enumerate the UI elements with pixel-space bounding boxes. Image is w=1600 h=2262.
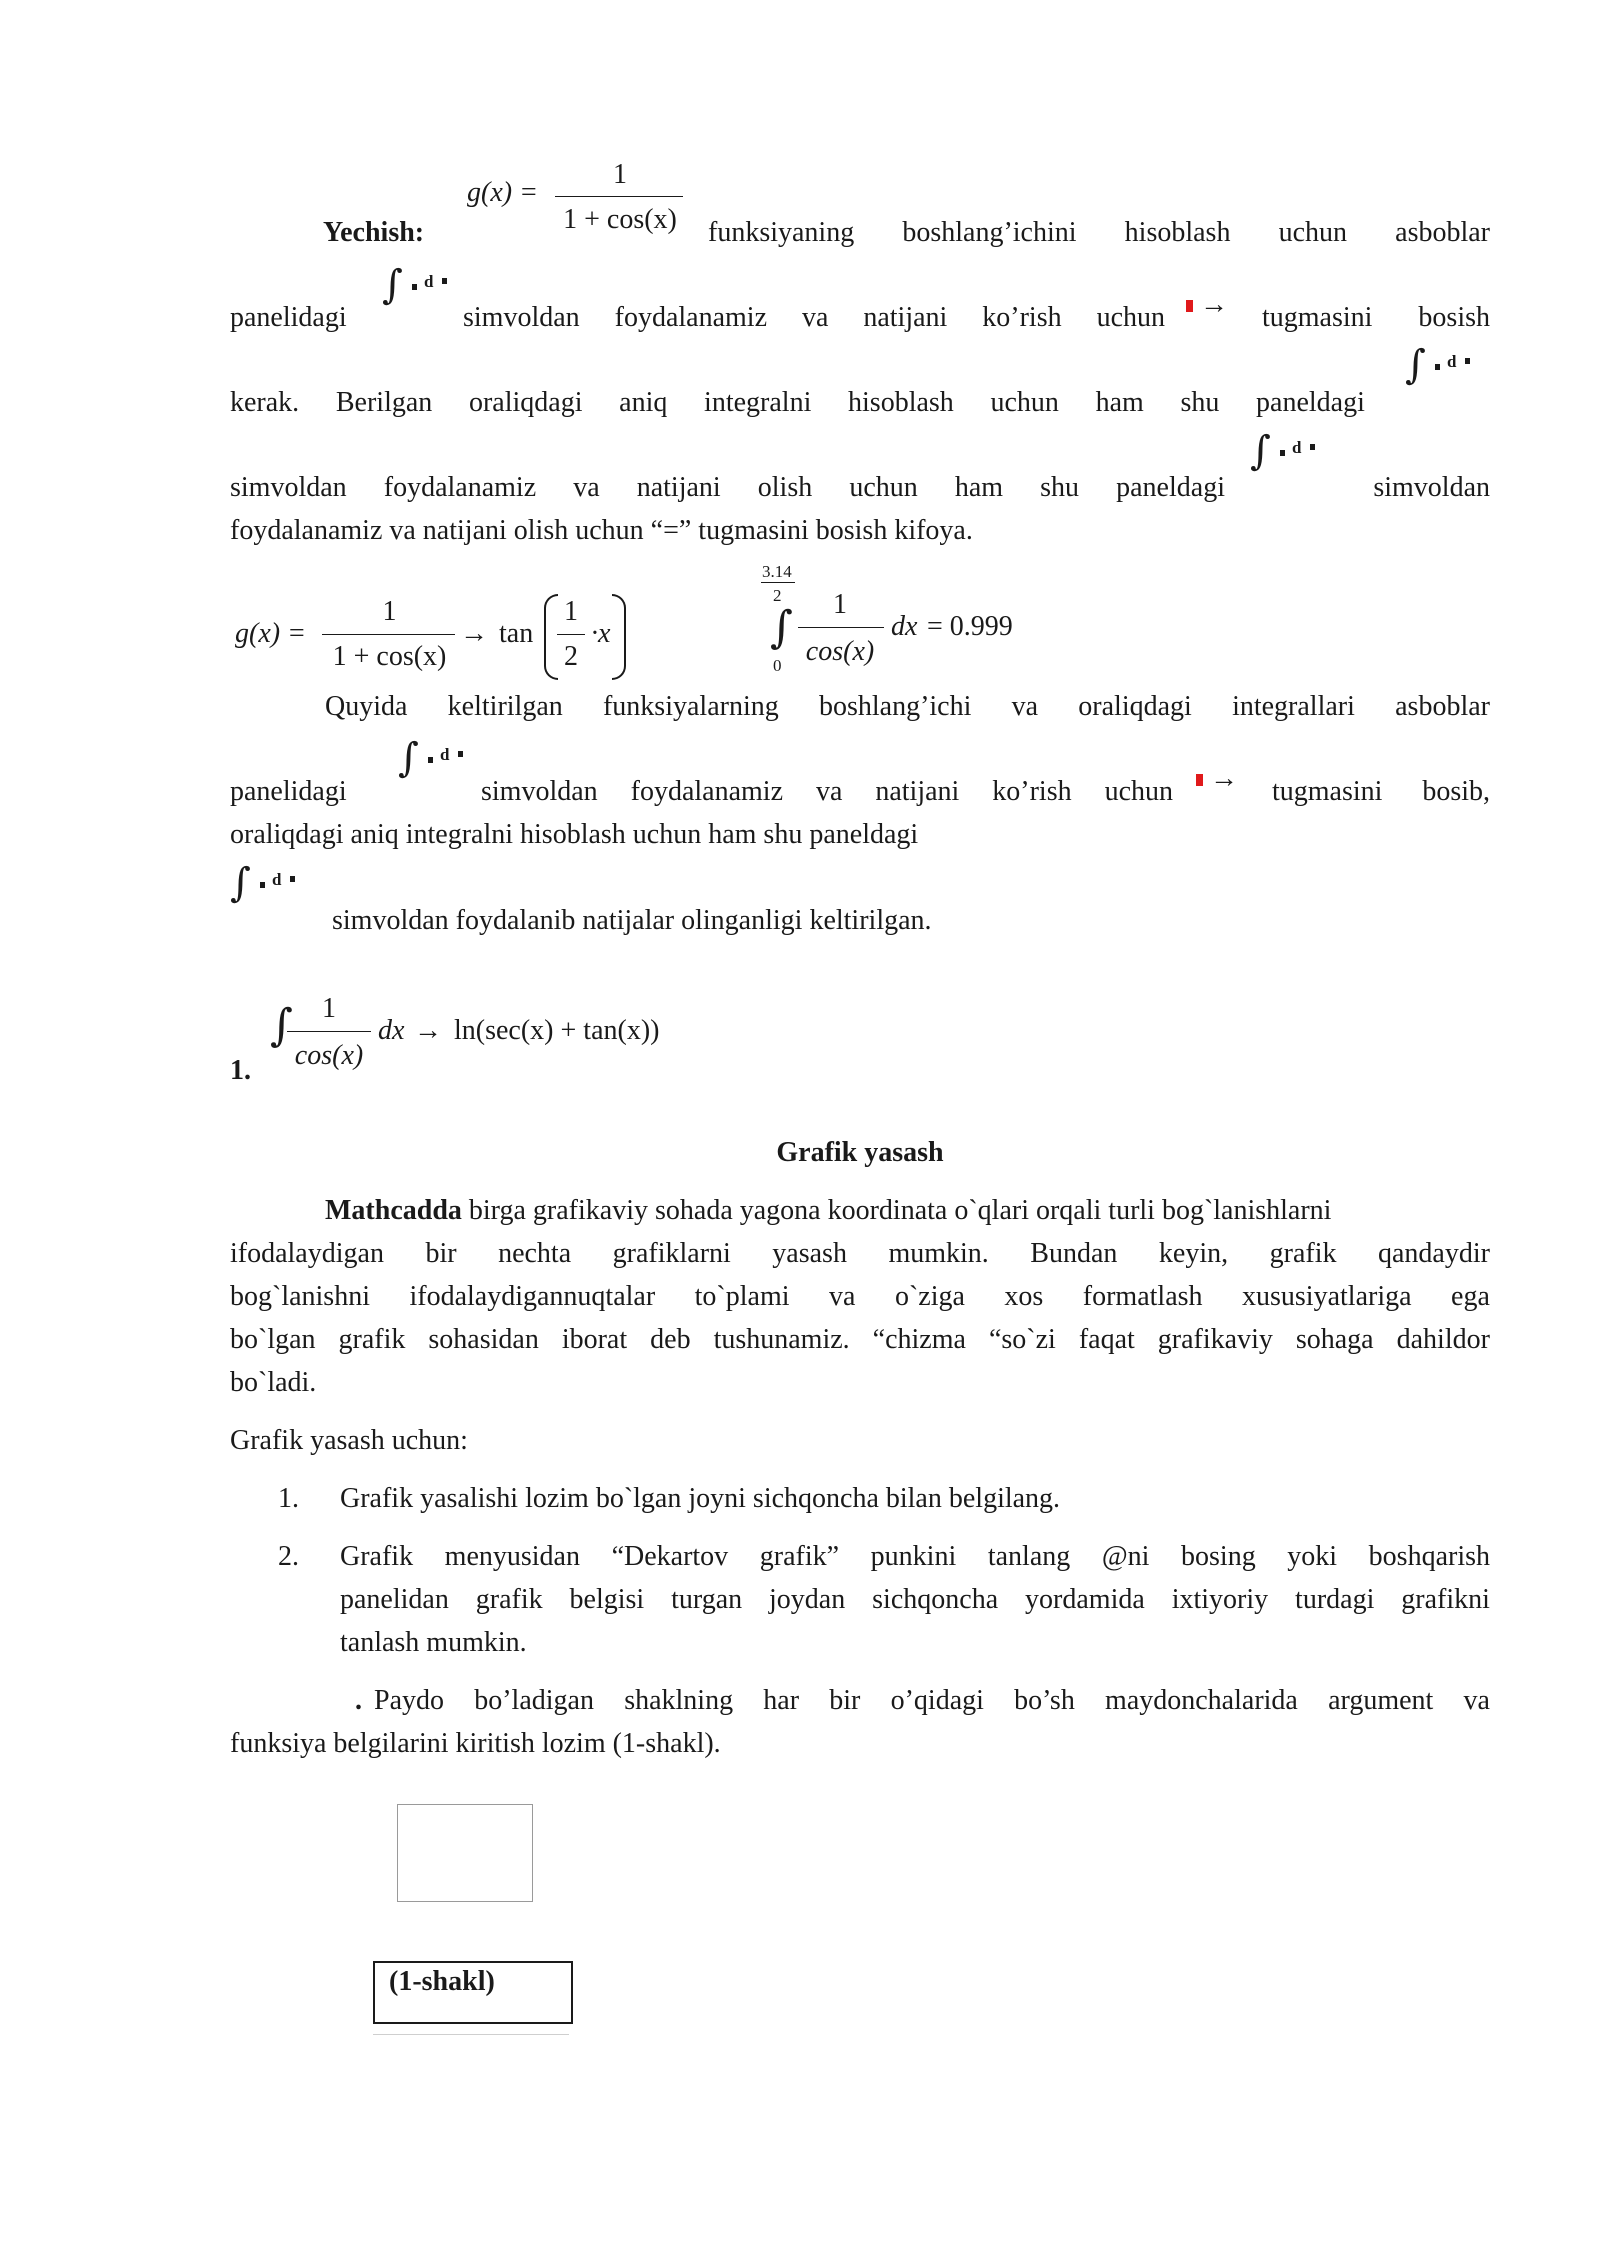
eq2-denominator: cos(x) [805,636,875,667]
p1-line3: kerak. Berilgan oraliqdagi aniq integralni hisoblash uchun ham shu paneldagi [230,387,1365,418]
eq1-fraction-bar [322,634,455,635]
p2-line3: oraliqdagi aniq integralni hisoblash uchun ham shu paneldagi [230,819,919,850]
eq1-half-bar [557,634,585,635]
figure-placeholder [397,1804,533,1902]
eq1-lhs: g(x) = [235,618,306,649]
symbolic-evaluation-arrow-icon[interactable]: → [1186,296,1244,326]
p1-line2-start: panelidagi [230,302,347,333]
section-p-line3: bog`lanishni ifodalaydigannuqtalar to`plami va o`ziga xos formatlash xususiyatlariga ega [230,1281,1490,1312]
eq2-fraction-bar [798,627,884,628]
item1-dx: dx [378,1015,405,1046]
p1-line1: funksiyaning boshlang’ichini hisoblash uchun asboblar [708,217,1490,248]
item1-numerator: 1 [322,993,336,1024]
item1-integral-sign: ∫ [270,1000,293,1051]
final-bullet: . [355,1685,362,1716]
step2-line3: tanlash mumkin. [340,1627,527,1658]
p1-line2-end: tugmasini bosish [1262,302,1490,333]
integral-button-icon[interactable]: ∫ d [230,860,310,920]
eq2-lower-limit: 0 [773,656,782,675]
eq2-dx: dx [891,611,918,642]
g-lhs: g(x) = [467,177,538,208]
eq1-mul-x: ·x [591,618,611,649]
final-line1: Paydo bo’ladigan shaklning har bir o’qidagi bo’sh maydonchalarida argument va [374,1685,1490,1716]
eq2-upper-bar [761,582,795,583]
step2-number: 2. [278,1541,299,1572]
p2-line4: simvoldan foydalanib natijalar olinganligi keltirilgan. [332,905,932,936]
p1-line4-end: simvoldan [1373,472,1490,503]
eq1-denominator: 1 + cos(x) [332,641,447,672]
howto-line: Grafik yasash uchun: [230,1425,468,1456]
eq1-half-numerator: 1 [564,596,578,627]
step2-line2: panelidan grafik belgisi turgan joydan sichqoncha yordamida ixtiyoriy turdagi grafikni [340,1584,1490,1615]
eq1-numerator: 1 [382,596,397,627]
g-fraction-bar [555,196,683,197]
solution-label: Yechish: [323,217,425,248]
p1-line5: foydalanamiz va natijani olish uchun “=” tugmasini bosish kifoya. [230,515,973,546]
eq2-upper-den: 2 [773,586,782,605]
g-numerator: 1 [613,159,627,190]
step2-line1: Grafik menyusidan “Dekartov grafik” punkini tanlang @ni bosing yoki boshqarish [340,1541,1490,1572]
item1-arrow: → [414,1015,442,1046]
section-p-line4: bo`lgan grafik sohasidan iborat deb tushunamiz. “chizma “so`zi faqat grafikaviy sohaga dahildor [230,1324,1490,1355]
p2-line2-start: panelidagi [230,776,347,807]
integral-button-icon[interactable]: ∫ d [1250,428,1330,488]
integral-button-icon[interactable]: ∫ d [1405,342,1485,402]
final-line2: funksiya belgilarini kiritish lozim (1-shakl). [230,1728,721,1759]
section-p-line1: Mathcadda birga grafikaviy sohada yagona koordinata o`qlari orqali turli bog`lanishlarni [325,1195,1332,1226]
step1-text: Grafik yasalishi lozim bo`lgan joyni sichqoncha bilan belgilang. [340,1483,1061,1514]
symbolic-evaluation-arrow-icon[interactable]: → [1196,770,1254,800]
eq1-half-denominator: 2 [564,641,578,672]
section-heading: Grafik yasash [776,1137,944,1168]
section-p-line5: bo`ladi. [230,1367,317,1398]
eq2-integral-sign: ∫ [770,602,793,653]
p2-line2-mid: simvoldan foydalanamiz va natijani ko’rish uchun [481,776,1173,807]
p1-line4: simvoldan foydalanamiz va natijani olish uchun ham shu paneldagi [230,472,1225,503]
item1-denominator: cos(x) [294,1040,364,1071]
p2-line1: Quyida keltirilgan funksiyalarning boshlang’ichi va oraliqdagi integrallari asboblar [325,691,1490,722]
item1-number: 1. [230,1055,251,1086]
p2-line2-end: tugmasini bosib, [1272,776,1490,807]
eq2-upper-num: 3.14 [762,562,792,581]
eq2-result: = 0.999 [927,611,1013,642]
eq1-right-paren [612,594,626,680]
figure-caption: (1-shakl) [389,1966,495,1997]
step1-number: 1. [278,1483,299,1514]
eq2-numerator: 1 [833,589,847,620]
p1-line2-mid: simvoldan foydalanamiz va natijani ko’rish uchun [463,302,1165,333]
g-denominator: 1 + cos(x) [563,204,677,235]
item1-fraction-bar [287,1031,371,1032]
section-p-line2: ifodalaydigan bir nechta grafiklarni yasash mumkin. Bundan keyin, grafik qandaydir [230,1238,1490,1269]
eq1-tan: tan [499,618,534,649]
integral-button-icon[interactable]: ∫ d [398,735,478,795]
integral-button-icon[interactable]: ∫ d [382,262,462,322]
item1-result: ln(sec(x) + tan(x)) [454,1015,660,1046]
caption-underline [373,2034,569,2035]
eq1-arrow: → [460,618,488,649]
